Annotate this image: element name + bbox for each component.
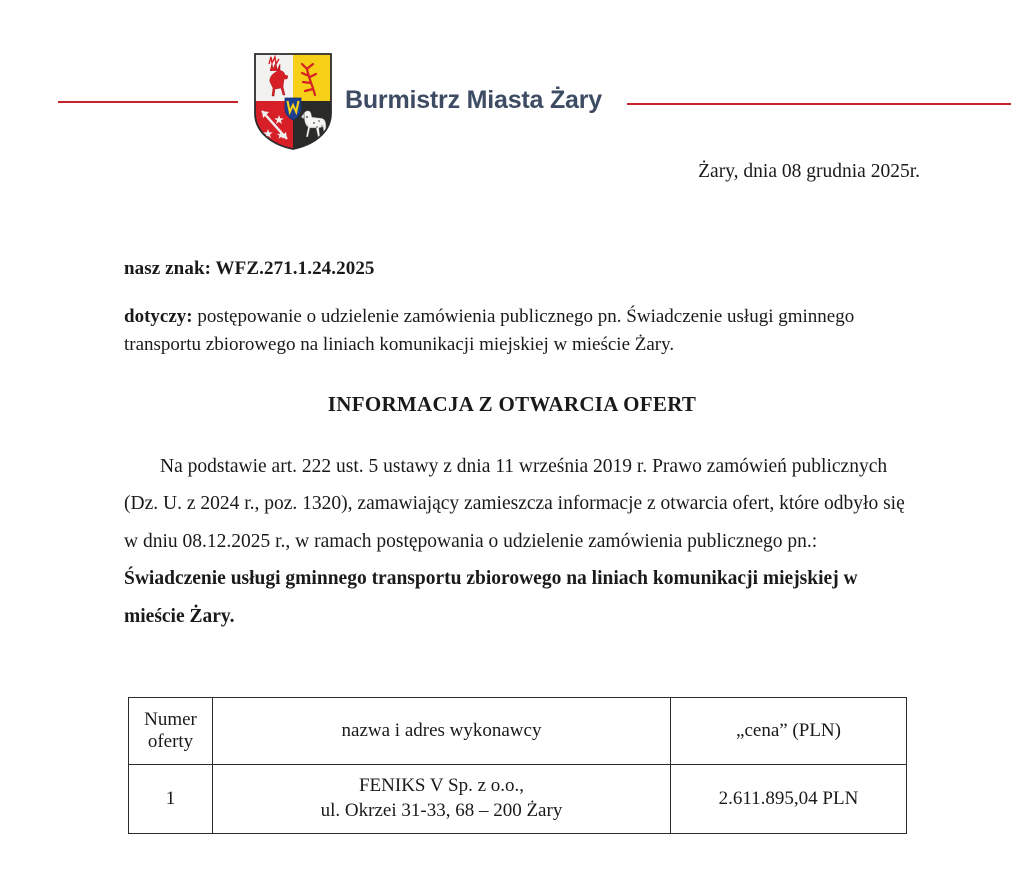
table-header-row: [129, 698, 907, 765]
header-rule-right: [627, 103, 1011, 105]
coat-of-arms-icon: [251, 51, 335, 151]
subject-label: dotyczy:: [124, 306, 193, 327]
cell-contractor-address: ul. Okrzei 31-33, 68 – 200 Żary: [320, 800, 563, 821]
legal-basis-paragraph: [124, 448, 914, 635]
cell-offer-number: 1: [129, 765, 213, 834]
cell-contractor-name: FENIKS V Sp. z o.o.,: [358, 775, 525, 797]
legal-paragraph-part-1: Na podstawie art. 222 ust. 5 ustawy z dnia 11 września 2019 r. Prawo zamówień publicznych (Dz. U. z 2024 r., poz. 1320), zamawiający zamieszcza informacje z otwarcia ofert, które odbyło się w dniu 08.12.2025 r., w ramach postępowania o udzielenie zamówienia publicznego pn.:: [124, 456, 905, 552]
legal-paragraph-contract-name: Świadczenie usługi gminnego transportu zbiorowego na liniach komunikacji miejskiej w mieście Żary.: [124, 568, 858, 627]
reference-number: nasz znak: WFZ.271.1.24.2025: [124, 258, 375, 279]
column-header-offer-number-line2: oferty: [147, 731, 194, 752]
cell-price: 2.611.895,04 PLN: [671, 765, 907, 834]
office-title: Burmistrz Miasta Żary: [345, 86, 602, 114]
header-rule-left: [58, 101, 238, 103]
table-row: [129, 765, 907, 834]
column-header-offer-number-line1: Numer: [144, 708, 197, 730]
column-header-contractor: nazwa i adres wykonawcy: [213, 698, 671, 765]
place-and-date: Żary, dnia 08 grudnia 2025r.: [698, 161, 920, 182]
subject-text: postępowanie o udzielenie zamówienia publicznego pn. Świadczenie usługi gminnego transportu zbiorowego na liniach komunikacji miejskiej w mieście Żary.: [124, 306, 855, 355]
cell-contractor: [213, 765, 671, 834]
subject-line: [124, 303, 934, 358]
offers-table: [128, 697, 907, 834]
column-header-offer-number: [129, 698, 213, 765]
column-header-price: „cena” (PLN): [671, 698, 907, 765]
letterhead: [0, 0, 1024, 165]
document-heading: INFORMACJA Z OTWARCIA OFERT: [327, 392, 697, 416]
